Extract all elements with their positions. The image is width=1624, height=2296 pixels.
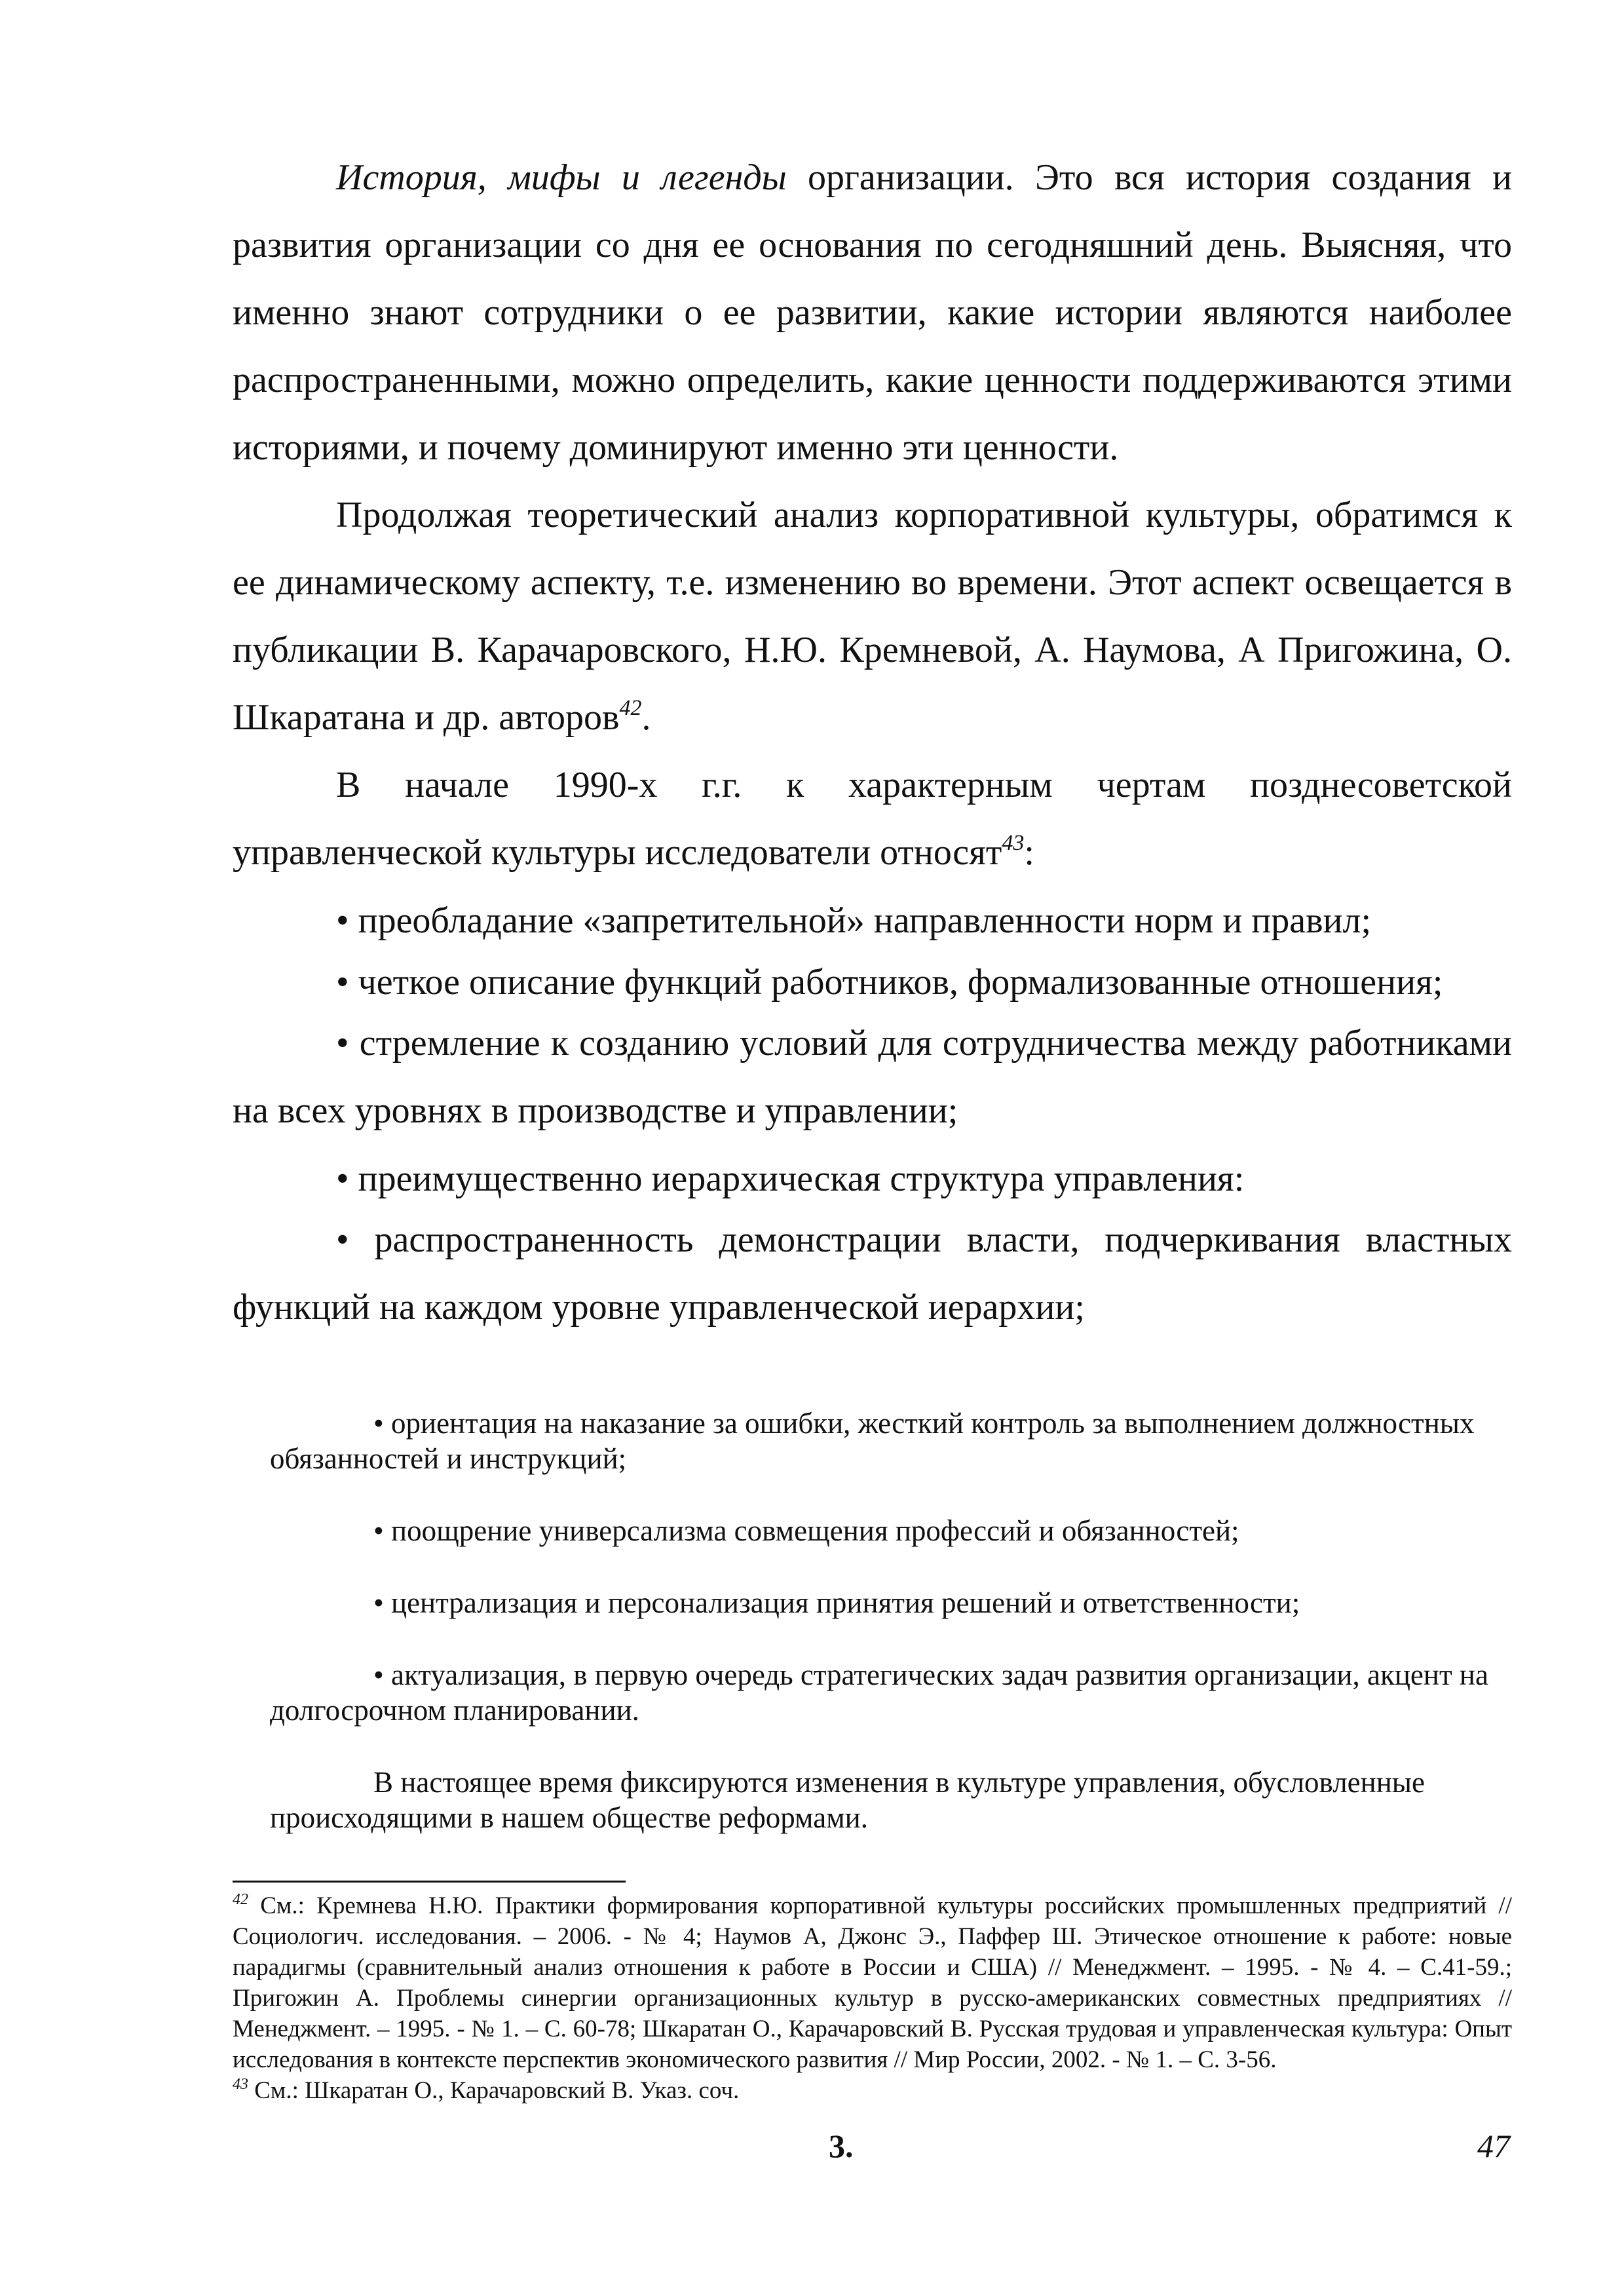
bullet-item: • преимущественно иерархическая структура управления: — [336, 1158, 1245, 1199]
footnote-42 — [233, 1890, 1512, 2075]
dynamics-tail: . — [641, 697, 651, 738]
intro-1990s-text: В начале 1990-х г.г. к характерным чертам позднесоветской управленческой культуры исследователи относят — [233, 765, 1512, 873]
section-number: 3. — [829, 2128, 854, 2164]
bullet-item: • стремление к созданию условий для сотрудничества между работниками на всех уровнях в производстве и управлении; — [233, 1023, 1512, 1131]
main-text — [233, 144, 1512, 1341]
footnote-mark: 42 — [233, 1891, 248, 1908]
footnote-43 — [233, 2075, 1512, 2106]
small-bullet-item: • централизация и персонализация принятия решений и ответственности; — [373, 1586, 1300, 1619]
footnote-divider — [233, 1881, 626, 1883]
footnote-mark: 43 — [233, 2076, 248, 2093]
bullet-item: • преобладание «запретительной» направленности норм и правил; — [336, 900, 1372, 941]
footnote-ref-42[interactable]: 42 — [619, 696, 642, 720]
footnote-ref-43[interactable]: 43 — [1002, 831, 1025, 855]
small-text-block — [270, 1406, 1512, 1872]
history-term: История, мифы и легенды — [336, 157, 787, 198]
bullet-item: • распространенность демонстрации власти, подчеркивания властных функций на каждом уровне управленческой иерархии; — [233, 1219, 1512, 1328]
footnotes — [233, 1890, 1512, 2106]
page-number: 47 — [1477, 2128, 1510, 2164]
bullet-item: • четкое описание функций работников, формализованные отношения; — [336, 962, 1443, 1003]
paragraph-history — [233, 144, 1512, 482]
footnote-text: См.: Шкаратан О., Карачаровский В. Указ. соч. — [248, 2077, 740, 2104]
small-bullet-item: • актуализация, в первую очередь стратегических задач развития организации, акцент на долгосрочном планировании. — [270, 1658, 1488, 1727]
footnote-text: См.: Кремнева Н.Ю. Практики формирования корпоративной культуры российских промышленных предприятий // Социологич. исследования. – 2006. - № 4; Наумов А, Джонс Э., Паффер Ш. Этическое отношение к работе: новые парадигмы (сравнительный анализ отношения к работе в России и США) // Менеджмент. – 1995. - № 4. – С.41-59.; Пригожин А. Проблемы синергии организационных культур в русско-американских совместных предприятиях // Менеджмент. – 1995. - № 1. – С. 60-78; Шкаратан О., Карачаровский В. Русская трудовая и управленческая культура: Опыт исследования в контексте перспектив экономического развития // Мир России, 2002. - № 1. – С. 3-56. — [233, 1892, 1512, 2073]
small-paragraph-current: В настоящее время фиксируются изменения в культуре управления, обусловленные происходящими в нашем обществе реформами. — [270, 1766, 1426, 1834]
paragraph-1990s — [233, 752, 1512, 887]
intro-1990s-tail: : — [1024, 832, 1034, 873]
dynamics-text: Продолжая теоретический анализ корпоративной культуры, обратимся к ее динамическому аспекту, т.е. изменению во времени. Этот аспект освещается в публикации В. Карачаровского, Н.Ю. Кремневой, А. Наумова, А Пригожина, О. Шкаратана и др. авторов — [233, 495, 1512, 738]
paragraph-dynamics — [233, 482, 1512, 752]
history-text: организации. Это вся история создания и развития организации со дня ее основания по сегодняшний день. Выясняя, что именно знают сотрудники о ее развитии, какие истории являются наиболее распространенными, можно определить, какие ценности поддерживаются этими историями, и почему доминируют именно эти ценности. — [233, 157, 1512, 468]
small-bullet-item: • поощрение универсализма совмещения профессий и обязанностей; — [373, 1514, 1239, 1547]
small-bullet-item: • ориентация на наказание за ошибки, жесткий контроль за выполнением должностных обязанностей и инструкций; — [270, 1407, 1475, 1475]
